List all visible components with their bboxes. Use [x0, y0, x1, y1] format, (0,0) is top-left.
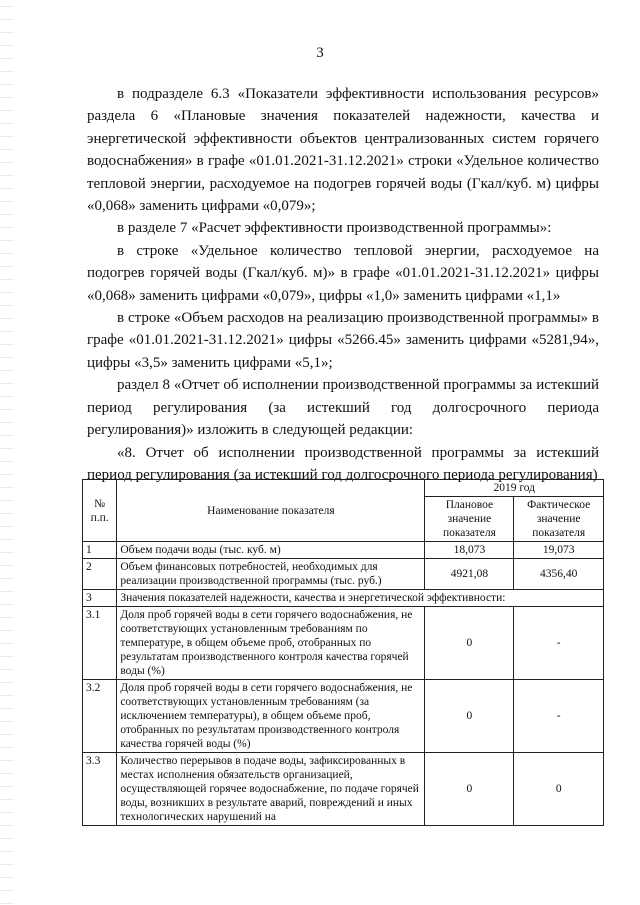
row-num: 2 — [83, 559, 117, 590]
row-planned: 18,073 — [425, 542, 514, 559]
paragraph-2: в разделе 7 «Расчет эффективности производственной программы»: — [117, 220, 552, 237]
row-planned: 0 — [425, 607, 514, 680]
paragraph-3: в строке «Удельное количество тепловой энергии, расходуемое на подогрев горячей воды (Гкал/куб. м)» в графе «01.01.2021-31.12.2021» цифры «0,068» заменить цифрами «0,079», цифры «1,0» заменить цифрами «1,1» — [87, 242, 599, 304]
header-planned: Плановое значение показателя — [425, 497, 514, 542]
table-row — [83, 542, 604, 559]
table-row — [83, 753, 604, 826]
paragraph-6: «8. Отчет об исполнении производственной программы за истекший период регулирования (за истекший год долгосрочного периода регулирования) — [87, 444, 599, 483]
table-header-row — [83, 480, 604, 497]
row-name: Количество перерывов в подаче воды, зафиксированных в местах исполнения обязательств организацией, осуществляющей горячее водоснабжение, по подаче горячей воды, возникших в результате аварий, повреждений и иных технологических нарушений на — [117, 753, 425, 826]
row-name: Доля проб горячей воды в сети горячего водоснабжения, не соответствующих установленным требованиям по температуре, в общем объеме проб, отобранных по результатам производственного контроля качества горячей воды (%) — [117, 607, 425, 680]
row-num: 1 — [83, 542, 117, 559]
report-table — [82, 479, 604, 826]
row-planned: 4921,08 — [425, 559, 514, 590]
row-actual: 0 — [514, 753, 604, 826]
table-row — [83, 559, 604, 590]
paragraph-4: в строке «Объем расходов на реализацию производственной программы» в графе «01.01.2021-31.12.2021» цифры «5266.45» заменить цифрами «5281,94», цифры «3,5» заменить цифрами «5,1»; — [87, 310, 599, 371]
row-actual: 4356,40 — [514, 559, 604, 590]
row-actual: 19,073 — [514, 542, 604, 559]
row-num: 3.2 — [83, 680, 117, 753]
table-row — [83, 590, 604, 607]
row-num: 3.3 — [83, 753, 117, 826]
row-planned: 0 — [425, 753, 514, 826]
row-planned: 0 — [425, 680, 514, 753]
paragraph-5: раздел 8 «Отчет об исполнении производственной программы за истекший период регулирования (за истекший год долгосрочного периода регулирования)» изложить в следующей редакции: — [87, 377, 599, 439]
table-row — [83, 607, 604, 680]
row-name: Доля проб горячей воды в сети горячего водоснабжения, не соответствующих установленным требованиям (за исключением температуры), в общем объеме проб, отобранных по результатам производственного контроля качества горячей воды (%) — [117, 680, 425, 753]
row-actual: - — [514, 680, 604, 753]
document-body — [87, 83, 599, 486]
row-name: Значения показателей надежности, качества и энергетической эффективности: — [117, 590, 604, 607]
table-row — [83, 680, 604, 753]
header-name: Наименование показателя — [117, 480, 425, 542]
row-num: 3 — [83, 590, 117, 607]
header-actual: Фактическое значение показателя — [514, 497, 604, 542]
page-number: 3 — [316, 45, 324, 61]
header-num: № п.п. — [83, 480, 117, 542]
header-year: 2019 год — [425, 480, 604, 497]
row-actual: - — [514, 607, 604, 680]
paragraph-1: в подразделе 6.3 «Показатели эффективности использования ресурсов» раздела 6 «Плановые значения показателей надежности, качества и энергетической эффективности объектов централизованных систем горячего водоснабжения» в графе «01.01.2021-31.12.2021» строки «Удельное количество тепловой энергии, расходуемое на подогрев горячей воды (Гкал/куб. м) цифры «0,068» заменить цифрами «0,079»; — [87, 86, 599, 215]
scan-edge — [0, 0, 14, 905]
row-name: Объем финансовых потребностей, необходимых для реализации производственной программы (тыс. руб.) — [117, 559, 425, 590]
row-name: Объем подачи воды (тыс. куб. м) — [117, 542, 425, 559]
row-num: 3.1 — [83, 607, 117, 680]
